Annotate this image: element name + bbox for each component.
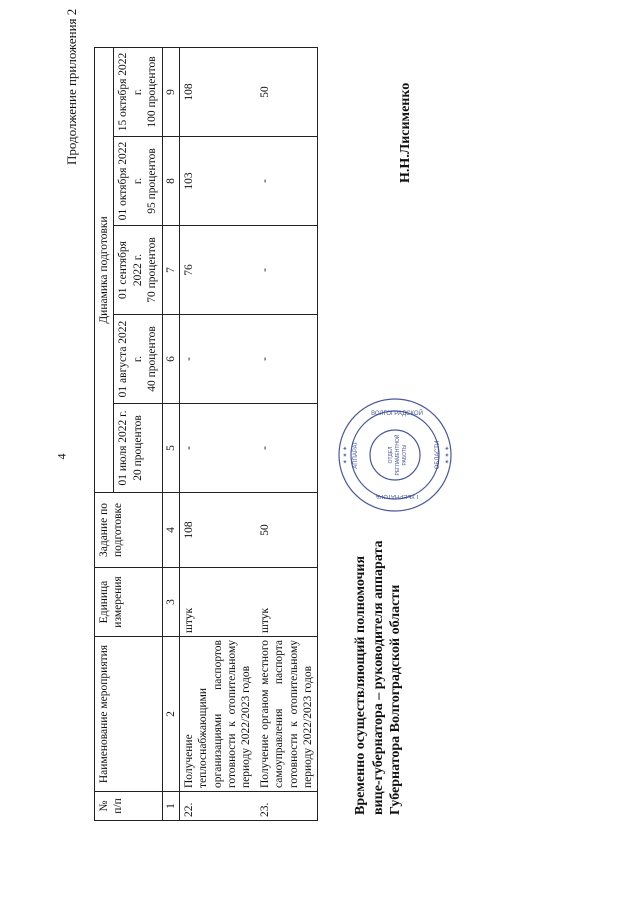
svg-text:ОБЛАСТИ: ОБЛАСТИ (435, 440, 441, 470)
continuation-label: Продолжение приложения 2 (64, 8, 79, 165)
period-date: 01 сентября 2022 г. (117, 241, 144, 299)
column-number-row (162, 48, 179, 821)
header-period (114, 404, 162, 493)
signatory-name: Н.Н.Лисименко (398, 82, 413, 183)
row-number: 22. (179, 792, 255, 821)
table-row (179, 48, 255, 821)
header-number: № п/п (95, 792, 163, 821)
column-number: 8 (162, 137, 179, 226)
signature-title-line: Губернатора Волгоградской области (388, 584, 403, 815)
signature-title-line: вице-губернатора – руководителя аппарата (370, 540, 386, 815)
column-number: 2 (162, 637, 179, 792)
page-number: 4 (54, 453, 69, 460)
preparation-table (94, 47, 318, 821)
svg-text:РАБОТЫ: РАБОТЫ (402, 444, 408, 466)
header-period (114, 48, 162, 137)
period-percent: 100 процентов (146, 56, 159, 128)
period-date: 01 октября 2022 г. (117, 141, 144, 221)
row-value: - (256, 137, 318, 226)
period-percent: 40 процентов (146, 326, 159, 392)
row-value: 103 (179, 137, 255, 226)
column-number: 5 (162, 404, 179, 493)
column-number: 1 (162, 792, 179, 821)
period-date: 01 августа 2022 г. (117, 320, 144, 398)
svg-text:ГУБЕРНАТОРА: ГУБЕРНАТОРА (375, 493, 419, 499)
row-value: 50 (256, 48, 318, 137)
signature-title-line: Временно осуществляющий полномочия (353, 555, 368, 815)
header-unit: Единица измерения (95, 568, 163, 637)
row-name: Получение теплоснабжающими организациями паспортов готовности к отопительному периоду 2022/2023 годов (179, 637, 255, 792)
header-dynamics: Динамика подготовки (95, 48, 114, 493)
header-name: Наименование мероприятия (95, 637, 163, 792)
row-value: - (179, 404, 255, 493)
row-value: - (179, 315, 255, 404)
header-period (114, 315, 162, 404)
row-value: - (256, 226, 318, 315)
period-date: 01 июля 2022 г. (117, 410, 130, 486)
row-name: Получение органом местного самоуправления паспорта готовности к отопительному периоду 2022/2023 годов (256, 637, 318, 792)
table-row (256, 48, 318, 821)
column-number: 9 (162, 48, 179, 137)
header-target: Задание по подготовке (95, 493, 163, 568)
period-percent: 20 процентов (131, 415, 144, 481)
official-stamp (335, 395, 455, 515)
svg-text:✶ ✶ ✶: ✶ ✶ ✶ (445, 445, 451, 465)
svg-text:АППАРАТ: АППАРАТ (353, 441, 359, 469)
svg-text:ВОЛГОГРАДСКОЙ: ВОЛГОГРАДСКОЙ (371, 411, 423, 417)
svg-text:ОТДЕЛ: ОТДЕЛ (388, 446, 394, 464)
table-header-row (95, 48, 114, 821)
stamp-center-text (388, 434, 408, 475)
column-number: 6 (162, 315, 179, 404)
header-period (114, 226, 162, 315)
svg-text:✶ ✶ ✶: ✶ ✶ ✶ (343, 445, 349, 465)
row-value: - (256, 315, 318, 404)
period-percent: 70 процентов (146, 237, 159, 303)
header-period (114, 137, 162, 226)
column-number: 3 (162, 568, 179, 637)
row-unit: штук (179, 568, 255, 637)
row-value: 108 (179, 48, 255, 137)
period-percent: 95 процентов (146, 148, 159, 214)
period-date: 15 октября 2022 г. (117, 52, 144, 132)
row-target: 50 (256, 493, 318, 568)
row-value: - (256, 404, 318, 493)
column-number: 7 (162, 226, 179, 315)
row-number: 23. (256, 792, 318, 821)
row-unit: штук (256, 568, 318, 637)
row-target: 108 (179, 493, 255, 568)
svg-text:РЕГЛАМЕНТНОЙ: РЕГЛАМЕНТНОЙ (395, 434, 401, 476)
column-number: 4 (162, 493, 179, 568)
row-value: 76 (179, 226, 255, 315)
